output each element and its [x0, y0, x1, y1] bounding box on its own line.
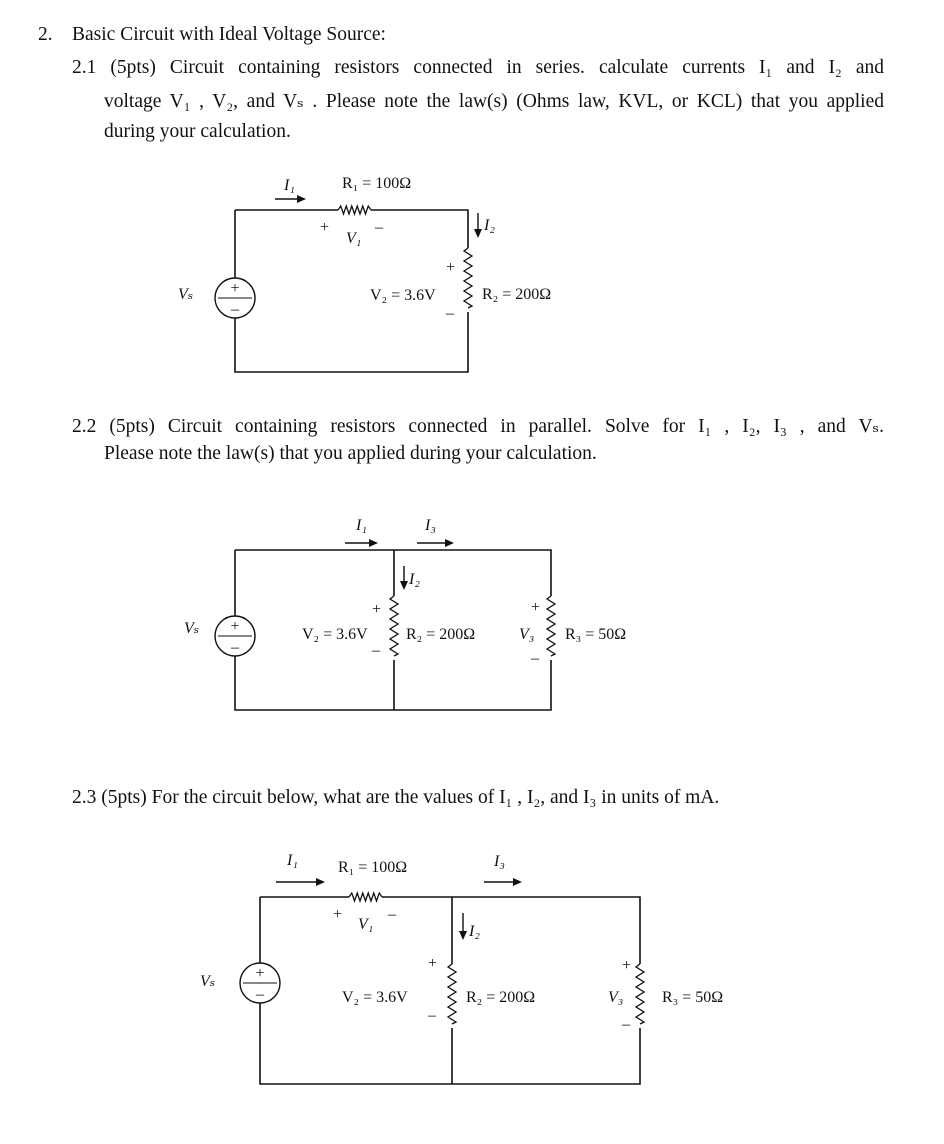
circuit2-v2-plus: + — [372, 601, 382, 618]
circuit3-v1-plus: + — [333, 906, 343, 923]
q1-line-3: during your calculation. — [104, 121, 291, 142]
circuit3-v3-plus: + — [622, 957, 632, 974]
circuit2-v3-plus: + — [531, 599, 541, 616]
circuit3-v1-minus: – — [388, 906, 396, 923]
circuit1-v1-minus: – — [375, 219, 383, 236]
circuit1-v2-plus: + — [446, 259, 456, 276]
circuit3-v3-minus: – — [622, 1016, 630, 1033]
circuit2-i1-label: I₁ — [356, 517, 367, 534]
circuit3-source-minus: – — [256, 986, 264, 1003]
circuit3-i3-label: I₃ — [494, 853, 505, 870]
circuit3-v1-label: V₁ — [358, 916, 374, 933]
circuit1-v2-minus: – — [446, 305, 454, 322]
circuit3-i1-arrowhead — [316, 878, 325, 886]
circuit1-v2-label: V₂ = 3.6V — [370, 287, 436, 304]
circuit3-v2-minus: – — [428, 1007, 436, 1024]
circuit3-r1-label: R₁ = 100Ω — [338, 859, 408, 876]
circuit1-i2-label: I₂ — [484, 217, 495, 234]
q2-line-1: 2.2 (5pts) Circuit containing resistors connected in parallel. Solve for I₁ , I₂, I₃ , and Vₛ. — [72, 416, 884, 437]
circuit3-r2-label: R₂ = 200Ω — [466, 989, 536, 1006]
circuit3-r3-resistor — [636, 964, 644, 1024]
circuit3-r3-label: R₃ = 50Ω — [662, 989, 724, 1006]
circuit3-wire-loop — [260, 897, 640, 1084]
circuit1-vs-label: Vₛ — [178, 286, 194, 303]
circuit1-i1-label: I₁ — [284, 177, 295, 194]
circuit1-source-plus: + — [230, 280, 240, 297]
circuit2-v3-minus: – — [531, 650, 539, 667]
circuit3-i1-label: I₁ — [287, 852, 298, 869]
circuit2-source-plus: + — [230, 618, 240, 635]
circuit3-v2-label: V₂ = 3.6V — [342, 989, 408, 1006]
q2-line-2: Please note the law(s) that you applied during your calculation. — [104, 443, 597, 464]
circuit1-source-minus: – — [231, 301, 239, 318]
section-title: Basic Circuit with Ideal Voltage Source: — [72, 24, 386, 45]
q1-line-2: voltage V₁ , V₂, and Vₛ . Please note the law(s) (Ohms law, KVL, or KCL) that you applied — [104, 91, 884, 112]
circuit1-v1-label: V₁ — [346, 230, 362, 247]
circuit2-r3-label: R₃ = 50Ω — [565, 626, 627, 643]
circuit3-i3-arrowhead — [513, 878, 522, 886]
q3-line-1: 2.3 (5pts) For the circuit below, what are the values of I₁ , I₂, and I₃ in units of mA. — [72, 787, 720, 808]
circuit2-r2-label: R₂ = 200Ω — [406, 626, 476, 643]
circuit3-i2-label: I₂ — [469, 923, 480, 940]
circuit2-vs-label: Vₛ — [184, 620, 200, 637]
circuit3-v2-plus: + — [428, 955, 438, 972]
circuit3-vs-label: Vₛ — [200, 973, 216, 990]
circuit3-i2-arrowhead — [459, 931, 467, 940]
circuit2-v2-minus: – — [372, 642, 380, 659]
section-number: 2. — [38, 24, 53, 45]
circuit3-r1-resistor — [349, 893, 382, 901]
circuit2-i3-label: I₃ — [425, 517, 436, 534]
circuit1-r2-label: R₂ = 200Ω — [482, 286, 552, 303]
circuit1-v1-plus: + — [320, 219, 330, 236]
circuit3-v3-label: V₃ — [608, 989, 624, 1006]
circuit2-i2-label: I₂ — [409, 571, 420, 588]
circuit2-source-minus: – — [231, 639, 239, 656]
circuit1-r1-label: R₁ = 100Ω — [342, 175, 412, 192]
circuit2-v3-label: V₃ — [519, 626, 535, 643]
circuit2-v2-label: V₂ = 3.6V — [302, 626, 368, 643]
circuit3-source-plus: + — [255, 965, 265, 982]
circuit3-r2-resistor — [448, 964, 456, 1024]
q1-line-1: 2.1 (5pts) Circuit containing resistors connected in series. calculate currents I₁ and I₂ and — [72, 57, 884, 78]
